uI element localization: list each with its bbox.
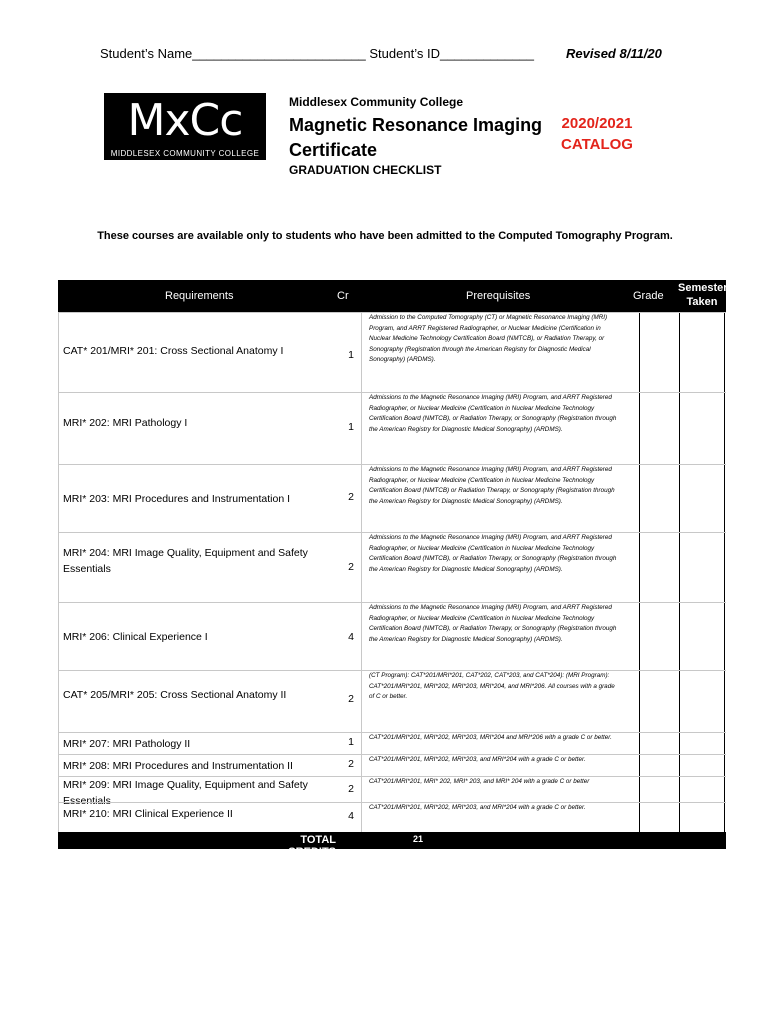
table-row bbox=[58, 392, 726, 465]
grade-cell[interactable] bbox=[639, 313, 680, 393]
semester-taken-cell[interactable] bbox=[679, 755, 725, 777]
total-credits-row bbox=[58, 832, 726, 858]
credits-value: 2 bbox=[348, 693, 354, 705]
admission-notice: These courses are available only to students who have been admitted to the Computed Tomography Program. bbox=[97, 230, 673, 242]
credits-value: 2 bbox=[348, 561, 354, 573]
requirement-name: CAT* 205/MRI* 205: Cross Sectional Anatomy II bbox=[63, 689, 287, 701]
requirement-name: MRI* 204: MRI Image Quality, Equipment and Safety Essentials bbox=[63, 547, 308, 575]
table-row bbox=[58, 732, 726, 755]
semester-taken-cell[interactable] bbox=[679, 603, 725, 671]
grade-cell[interactable] bbox=[639, 803, 680, 833]
prerequisites-text: Admission to the Computed Tomography (CT) or Magnetic Resonance Imaging (MRI) Program, and ARRT Registered Radiographer, or Nuclear Medicine (Certification in Nuclear Medicine Technology Certification Board (NMTCB), or Radiation Therapy, or Sonography (Registration through the American Registry for Diagnostic Medical Sonography) (ARDMS). bbox=[369, 314, 608, 363]
program-title bbox=[289, 113, 549, 163]
grade-cell[interactable] bbox=[639, 533, 680, 603]
credits-value: 1 bbox=[348, 736, 354, 748]
logo-subtitle: MIDDLESEX COMMUNITY COLLEGE bbox=[110, 149, 260, 158]
prerequisites-text: CAT*201/MRI*201, MRI*202, MRI*203, MRI*204 and MRI*206 with a grade C or better. bbox=[369, 734, 612, 741]
prerequisites-text: Admissions to the Magnetic Resonance Imaging (MRI) Program, and ARRT Registered Radiographer, or Nuclear Medicine (Certification in Nuclear Medicine Technology Certification Board (NMTCB), or Radiation Therapy, or Sonography (Registration through the American Registry for Diagnostic Medical Sonography) (ARDMS). bbox=[369, 604, 617, 643]
catalog-year: 2020/2021 bbox=[561, 115, 633, 132]
col-semester: Semester bbox=[678, 282, 728, 294]
grade-cell[interactable] bbox=[639, 733, 680, 755]
student-name-id-line: Student’s Name________________________ Student’s ID_____________ bbox=[100, 46, 534, 61]
credits-value: 2 bbox=[348, 758, 354, 770]
table-row bbox=[58, 464, 726, 533]
college-name: Middlesex Community College bbox=[289, 95, 464, 109]
semester-taken-cell[interactable] bbox=[679, 803, 725, 833]
prerequisites-text: CAT*201/MRI*201, MRI*202, MRI*203, and MRI*204 with a grade C or better. bbox=[369, 756, 586, 763]
grade-cell[interactable] bbox=[639, 755, 680, 777]
semester-taken-cell[interactable] bbox=[679, 465, 725, 533]
requirement-name: MRI* 206: Clinical Experience I bbox=[63, 631, 208, 643]
semester-taken-cell[interactable] bbox=[679, 313, 725, 393]
catalog-label bbox=[557, 113, 637, 155]
table-row bbox=[58, 532, 726, 603]
requirement-name: MRI* 202: MRI Pathology I bbox=[63, 417, 188, 429]
col-cr: Cr bbox=[337, 290, 349, 302]
table-row bbox=[58, 602, 726, 671]
total-credits-value: 21 bbox=[413, 834, 424, 844]
table-header bbox=[58, 280, 726, 312]
program-title-line2: Certificate bbox=[289, 140, 378, 160]
catalog-word: CATALOG bbox=[561, 136, 633, 153]
college-logo bbox=[104, 93, 266, 160]
grade-cell[interactable] bbox=[639, 777, 680, 803]
prerequisites-text: (CT Program): CAT*201/MRI*201, CAT*202, CAT*203, and CAT*204): (MRI Program): CAT*201/MRI*201, MRI*202, MRI*203, MRI*204, and MRI*206. All courses with a grade of C or better. bbox=[369, 672, 615, 700]
col-requirements: Requirements bbox=[165, 290, 234, 302]
total-credits-label: TOTAL CREDITS bbox=[287, 834, 336, 858]
table-row bbox=[58, 312, 726, 393]
revised-date: Revised 8/11/20 bbox=[566, 46, 662, 61]
logo-mark: MxCc bbox=[127, 95, 243, 146]
semester-taken-cell[interactable] bbox=[679, 393, 725, 465]
prerequisites-text: CAT*201/MRI*201, MRI*202, MRI*203, and MRI*204 with a grade C or better. bbox=[369, 804, 586, 811]
col-grade: Grade bbox=[633, 290, 664, 302]
credits-value: 4 bbox=[348, 810, 354, 822]
requirement-name: CAT* 201/MRI* 201: Cross Sectional Anatomy I bbox=[63, 345, 284, 357]
grade-cell[interactable] bbox=[639, 603, 680, 671]
requirement-name: MRI* 207: MRI Pathology II bbox=[63, 738, 191, 750]
grade-cell[interactable] bbox=[639, 671, 680, 733]
prerequisites-text: Admissions to the Magnetic Resonance Imaging (MRI) Program, and ARRT Registered Radiographer, or Nuclear Medicine (Certification in Nuclear Medicine Technology Certification Board (NMTCB), or Radiation Therapy, or Sonography (Registration through the American Registry for Diagnostic Medical Sonography) (ARDMS). bbox=[369, 394, 617, 433]
table-row bbox=[58, 802, 726, 833]
semester-taken-cell[interactable] bbox=[679, 671, 725, 733]
semester-taken-cell[interactable] bbox=[679, 533, 725, 603]
prerequisites-text: CAT*201/MRI*201, MRI* 202, MRI* 203, and MRI* 204 with a grade C or better bbox=[369, 778, 590, 785]
credits-value: 1 bbox=[348, 421, 354, 433]
credits-value: 4 bbox=[348, 631, 354, 643]
requirement-name: MRI* 209: MRI Image Quality, Equipment and Safety Essentials bbox=[63, 779, 308, 807]
credits-value: 1 bbox=[348, 349, 354, 361]
credits-value: 2 bbox=[348, 783, 354, 795]
semester-taken-cell[interactable] bbox=[679, 733, 725, 755]
col-prerequisites: Prerequisites bbox=[466, 290, 531, 302]
requirement-name: MRI* 203: MRI Procedures and Instrumentation I bbox=[63, 493, 291, 505]
checklist-heading: GRADUATION CHECKLIST bbox=[289, 163, 442, 177]
credits-value: 2 bbox=[348, 491, 354, 503]
table-row bbox=[58, 670, 726, 733]
requirement-name: MRI* 208: MRI Procedures and Instrumentation II bbox=[63, 760, 293, 772]
grade-cell[interactable] bbox=[639, 393, 680, 465]
col-taken: Taken bbox=[686, 296, 718, 308]
prerequisites-text: Admissions to the Magnetic Resonance Imaging (MRI) Program, and ARRT Registered Radiographer, or Nuclear Medicine (Certification in Nuclear Medicine Technology Certification Board (NMTCB), or Radiation Therapy, or Sonography (Registration through the American Registry for Diagnostic Medical Sonography) (ARDMS). bbox=[369, 534, 617, 573]
program-title-line1: Magnetic Resonance Imaging bbox=[289, 115, 543, 135]
requirement-name: MRI* 210: MRI Clinical Experience II bbox=[63, 808, 233, 820]
table-row bbox=[58, 754, 726, 777]
grade-cell[interactable] bbox=[639, 465, 680, 533]
prerequisites-text: Admissions to the Magnetic Resonance Imaging (MRI) Program, and ARRT Registered Radiographer, or Nuclear Medicine (Certification in Nuclear Medicine Technology Certification Board (NMTCB) or Radiation Therapy, or Sonography (Registration through the American Registry for Diagnostic Medical Sonography) (ARDMS). bbox=[369, 466, 615, 505]
table-row bbox=[58, 776, 726, 807]
semester-taken-cell[interactable] bbox=[679, 777, 725, 803]
